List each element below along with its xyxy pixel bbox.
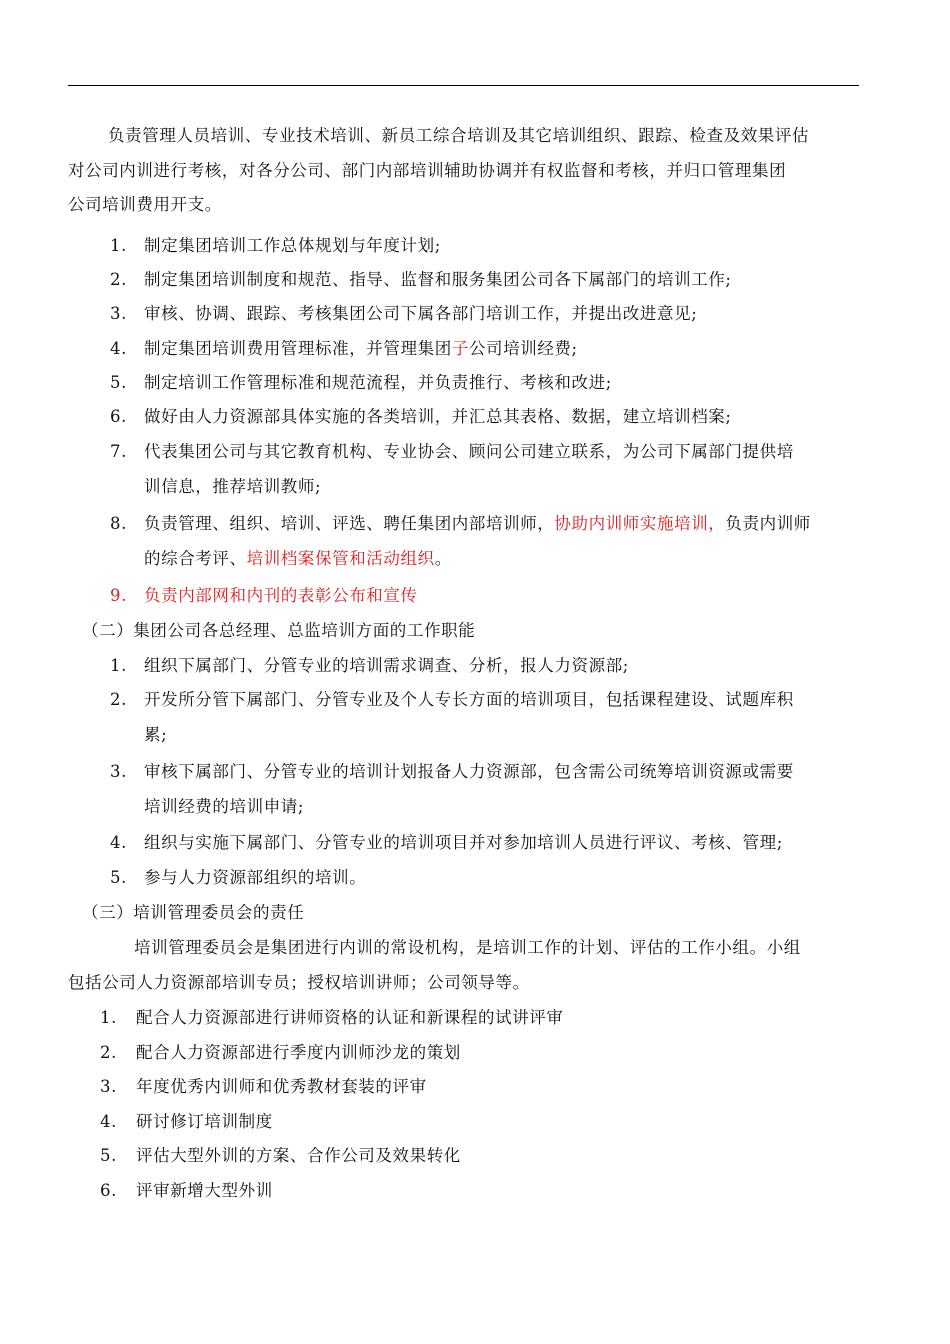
text-line	[144, 507, 860, 542]
highlight-text: 培训档案保管和活动组织	[246, 548, 435, 568]
item-number: 7.	[110, 442, 127, 461]
committee-paragraph	[68, 931, 860, 1000]
item-number: 3.	[110, 762, 127, 781]
item-text: 做好由人力资源部具体实施的各类培训，并汇总其表格、数据，建立培训档案;	[144, 407, 732, 426]
item-text: 评估大型外训的方案、合作公司及效果转化	[136, 1146, 461, 1165]
item-number: 2.	[110, 270, 127, 289]
item-number: 3.	[100, 1077, 117, 1096]
item-text	[144, 332, 860, 367]
text-segment: 制定集团培训费用管理标准，并管理集团	[144, 339, 452, 358]
item-text: 制定集团培训制度和规范、指导、监督和服务集团公司各下属部门的培训工作;	[144, 270, 732, 289]
item-number: 6.	[110, 407, 127, 426]
item-text: 评审新增大型外训	[136, 1181, 273, 1200]
text-segment: 负责管理、组织、培训、评选、聘任集团内部培训师，	[144, 514, 555, 533]
text-line: 开发所分管下属部门、分管专业及个人专长方面的培训项目，包括课程建设、试题库积	[144, 690, 794, 709]
item-text: 配合人力资源部进行讲师资格的认证和新课程的试讲评审	[136, 1008, 564, 1027]
intro-line: 公司培训费用开支。	[68, 195, 222, 214]
text-line: 培训经费的培训申请;	[144, 796, 305, 816]
item-text	[144, 507, 860, 576]
item-text: 制定培训工作管理标准和规范流程，并负责推行、考核和改进;	[144, 373, 612, 392]
intro-line: 负责管理人员培训、专业技术培训、新员工综合培训及其它培训组织、跟踪、检查及效果评估	[108, 126, 810, 145]
item-number: 5.	[100, 1146, 117, 1165]
item-number: 4.	[100, 1112, 117, 1131]
paragraph-line: 培训管理委员会是集团进行内训的常设机构，是培训工作的计划、评估的工作小组。小组	[134, 938, 801, 957]
text-line: 累;	[144, 724, 168, 744]
item-text: 制定集团培训工作总体规划与年度计划;	[144, 236, 441, 255]
item-number: 4.	[110, 339, 127, 358]
intro-line: 对公司内训进行考核，对各分公司、部门内部培训辅助协调并有权监督和考核，并归口管理集团	[68, 160, 787, 180]
text-segment: 。	[434, 548, 452, 568]
item-text	[144, 683, 860, 752]
intro-paragraph	[68, 119, 860, 223]
item-text: 负责内部网和内刊的表彰公布和宣传	[144, 586, 418, 605]
item-text: 参与人力资源部组织的培训。	[144, 868, 367, 887]
text-line: 代表集团公司与其它教育机构、专业协会、顾问公司建立联系，为公司下属部门提供培	[144, 442, 794, 461]
highlight-text: 协助内训师实施培训，	[554, 514, 726, 533]
item-text: 组织与实施下属部门、分管专业的培训项目并对参加培训人员进行评议、考核、管理;	[144, 833, 783, 852]
item-number: 9.	[110, 586, 127, 605]
text-segment: 的综合考评、	[144, 548, 247, 568]
paragraph-line: 包括公司人力资源部培训专员；授权培训讲师；公司领导等。	[68, 972, 530, 992]
section-heading: （三）培训管理委员会的责任	[82, 903, 305, 922]
item-number: 5.	[110, 373, 127, 392]
item-text	[144, 435, 860, 504]
text-line	[144, 542, 860, 577]
text-line: 审核下属部门、分管专业的培训计划报备人力资源部，包含需公司统筹培训资源或需要	[144, 762, 794, 781]
item-number: 1.	[110, 656, 127, 675]
item-number: 3.	[110, 304, 127, 323]
item-number: 8.	[110, 514, 127, 533]
item-number: 4.	[110, 833, 127, 852]
item-text	[144, 755, 860, 824]
item-text: 研讨修订培训制度	[136, 1112, 273, 1131]
item-text: 组织下属部门、分管专业的培训需求调查、分析，报人力资源部;	[144, 656, 629, 675]
item-text: 配合人力资源部进行季度内训师沙龙的策划	[136, 1043, 461, 1062]
header-rule	[68, 85, 859, 86]
item-number: 1.	[110, 236, 127, 255]
highlight-text: 子	[451, 339, 469, 358]
item-number: 1.	[100, 1008, 117, 1027]
item-text: 审核、协调、跟踪、考核集团公司下属各部门培训工作，并提出改进意见;	[144, 304, 698, 323]
item-number: 6.	[100, 1181, 117, 1200]
text-segment: 公司培训经费;	[468, 339, 578, 358]
item-text: 年度优秀内训师和优秀教材套装的评审	[136, 1077, 427, 1096]
item-number: 2.	[100, 1043, 117, 1062]
text-segment: 负责内训师	[725, 514, 811, 533]
section-heading: （二）集团公司各总经理、总监培训方面的工作职能	[82, 621, 476, 640]
item-number: 2.	[110, 690, 127, 709]
text-line: 训信息，推荐培训教师;	[144, 476, 322, 496]
item-number: 5.	[110, 868, 127, 887]
